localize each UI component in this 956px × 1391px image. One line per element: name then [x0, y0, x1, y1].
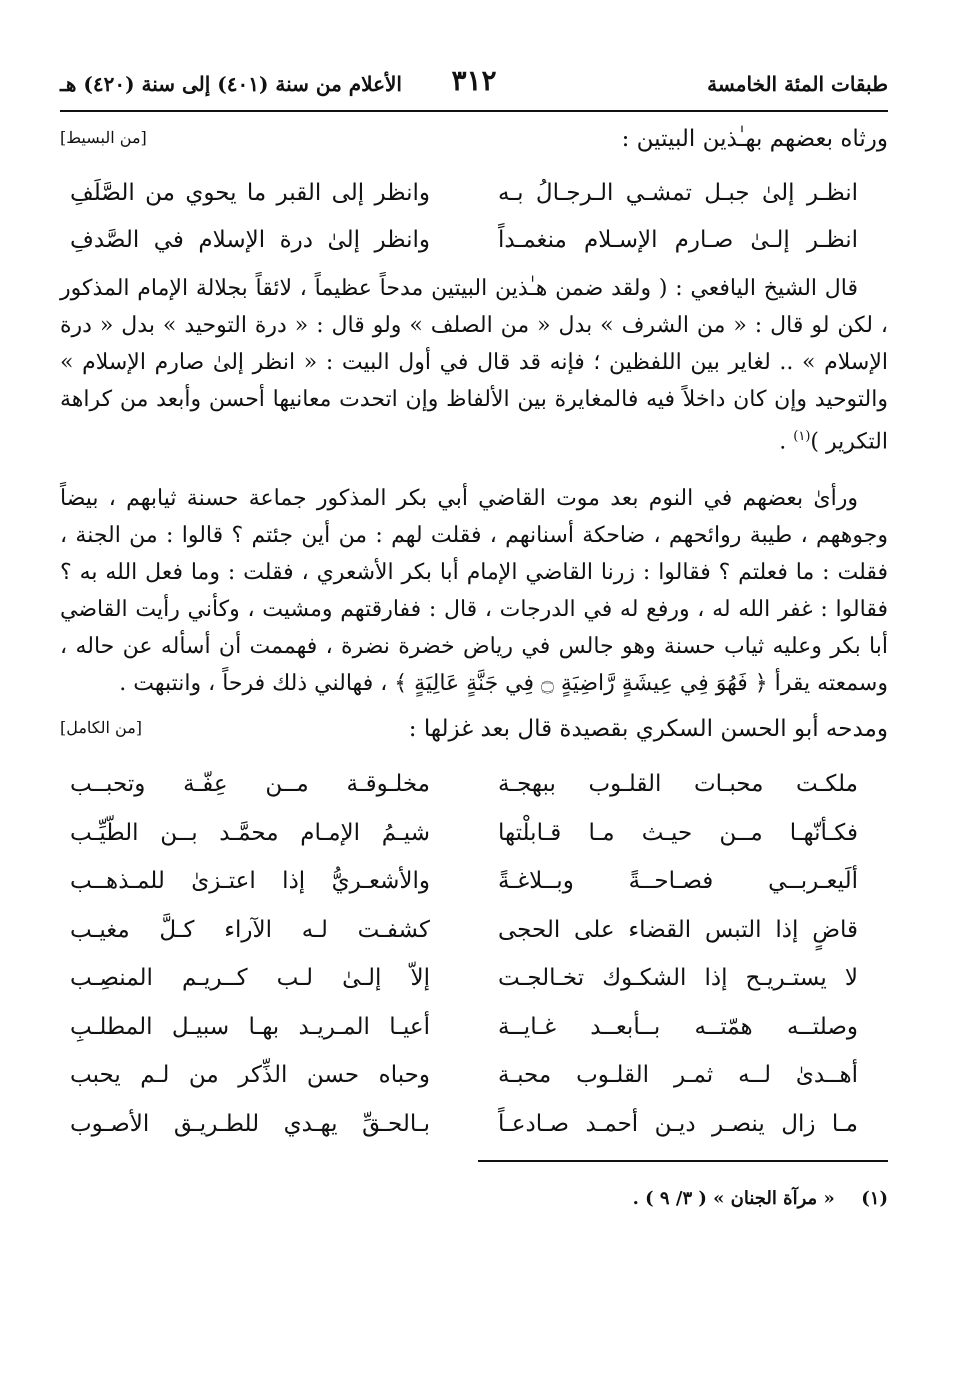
- verse-second-hemistich: أعيـا المـريـد بهـا سبيـل المطلـبِ: [70, 1013, 430, 1040]
- verse-first-hemistich: فكـأنّهـا مــن حيـث مـا قـابلْتها: [498, 819, 858, 846]
- footnote-number: (١): [861, 1188, 888, 1210]
- verse-first-hemistich: وصلتــه همّتــه بــأبعــد غـايــة: [498, 1013, 858, 1040]
- verse-first-hemistich: لا يستـريـح إذا الشكـوك تخـالجـت: [498, 965, 858, 992]
- verse-second-hemistich: وانظر إلىٰ درة الإسلام في الصَّدفِ: [70, 227, 430, 253]
- poem-verse: [60, 1003, 888, 1052]
- verse-first-hemistich: انظـر إلـىٰ صـارم الإسـلام منغمـداً: [498, 227, 858, 253]
- footnote-text: « مرآة الجنان » ( ٣/ ٩ ) .: [632, 1188, 835, 1210]
- header-section-title: طبقات المئة الخامسة: [707, 72, 888, 96]
- yafii-end: .: [779, 429, 794, 455]
- praise-intro: [60, 716, 888, 760]
- poem-verse: [60, 954, 888, 1003]
- praise-intro-text: ومدحه أبو الحسن السكري بقصيدة قال بعد غزلها :: [408, 716, 888, 743]
- verse-first-hemistich: قاضٍ إذا التبس القضاء على الحجى: [498, 916, 858, 943]
- elegy-meter-label: [من البسيط]: [60, 128, 147, 147]
- elegy-verse: [60, 217, 888, 264]
- poem-verse: [60, 760, 888, 809]
- yafii-text: قال الشيخ اليافعي : ( ولقد ضمن هـٰذين البيتين مدحاً عظيماً ، لائقاً بجلالة الإمام المذكور ، لكن لو قال : « من الشرف » بدل « من الصلف » ولو قال : « درة التوحيد » بدل « درة الإسلام » .. لغاير بين اللفظين ؛ فإنه قد قال في أول البيت : « انظر إلىٰ صارم الإسلام » والتوحيد وإن كان داخلاً فيه فالمغايرة بين الألفاظ وإن اتحدت معانيها أحسن وأبعد من كراهة التكرير ): [60, 276, 888, 455]
- verse-second-hemistich: مخلـوقـة مــن عِفّـة وتحبــب: [70, 771, 430, 798]
- verse-second-hemistich: شيـمُ الإمـام محمَّـد بــن الطّيِّـب: [70, 819, 430, 846]
- verse-second-hemistich: كشفـت لـه الآراء كـلَّ مغيـب: [70, 916, 430, 943]
- verse-first-hemistich: انظـر إلىٰ جبـل تمشـي الـرجـالُ بـه: [498, 180, 858, 206]
- book-page: [60, 62, 888, 1209]
- elegy-intro-text: ورثاه بعضهم بهـٰذين البيتين :: [621, 126, 888, 152]
- running-header: [60, 62, 888, 108]
- praise-poem: [60, 760, 888, 1148]
- verse-first-hemistich: ملكـت محبـات القلـوب ببهجـة: [498, 771, 858, 798]
- header-volume-title: الأعلام من سنة (٤٠١) إلى سنة (٤٢٠) هـ: [60, 72, 402, 96]
- verse-second-hemistich: وحباه حسن الذِّكر من لـم يحبب: [70, 1062, 430, 1089]
- footnote: [60, 1188, 888, 1209]
- dream-paragraph: ورأىٰ بعضهم في النوم بعد موت القاضي أبي بكر المذكور جماعة حسنة ثيابهم ، بيضاً وجوههم ، طيبة روائحهم ، ضاحكة أسنانهم ، فقلت لهم : من أين جئتم ؟ قالوا : من الجنة ، فقلت : ما فعلتم ؟ فقالوا : زرنا القاضي الإمام أبا بكر الأشعري ، فقلت : وما فعل الله به ؟ فقالوا : غفر الله له ، ورفع له في الدرجات ، قال : ففارقتهم ومشيت ، وكأني رأيت القاضي أبا بكر وعليه ثياب حسنة وهو جالس في رياض خضرة نضرة ، فهممت أن أسأله عن حاله ، وسمعته يقرأ ﴿ فَهُوَ فِي عِيشَةٍ رَّاضِيَةٍ ۝ فِي جَنَّةٍ عَالِيَةٍ ﴾ ، فهالني ذلك فرحاً ، وانتبهت .: [60, 486, 888, 697]
- poem-verse: [60, 1051, 888, 1100]
- poem-verse: [60, 857, 888, 906]
- elegy-verse: [60, 170, 888, 217]
- verse-first-hemistich: مـا زال ينصـر ديـن أحمـد صـادعـاً: [498, 1110, 858, 1137]
- verse-second-hemistich: إلاّ إلـىٰ لـب كــريـم المنصِـب: [70, 965, 430, 992]
- verse-second-hemistich: وانظر إلى القبر ما يحوي من الصَّلَفِ: [70, 180, 430, 206]
- poem-verse: [60, 906, 888, 955]
- footnote-separator: [478, 1160, 888, 1162]
- header-rule: [60, 110, 888, 112]
- praise-meter-label: [من الكامل]: [60, 718, 143, 738]
- poem-verse: [60, 1100, 888, 1149]
- verse-second-hemistich: والأشعـريُّ إذا اعتـزىٰ للمـذهــب: [70, 868, 430, 895]
- verse-second-hemistich: بـالحـقِّ يهـدي للطـريـق الأصـوب: [70, 1110, 430, 1137]
- poem-verse: [60, 809, 888, 858]
- elegy-intro: [60, 126, 888, 170]
- footnote-ref: (١): [793, 429, 811, 444]
- yafii-paragraph: [60, 270, 888, 460]
- page-number: ٣١٢: [451, 64, 497, 97]
- verse-first-hemistich: ألَيعـربــي فصـاحــةً وبــلاغـةً: [498, 868, 858, 895]
- verse-first-hemistich: أهــدىٰ لــه ثمـر القلـوب محبـة: [498, 1062, 858, 1089]
